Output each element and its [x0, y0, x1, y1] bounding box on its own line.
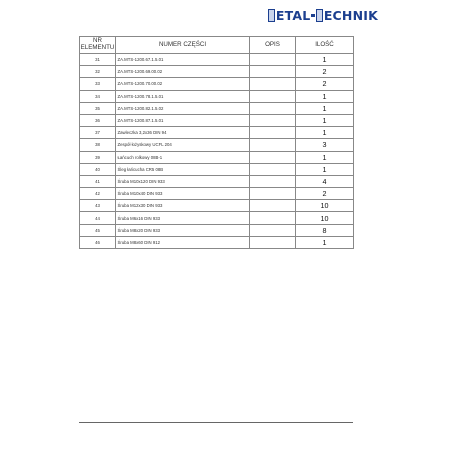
table-row	[80, 175, 354, 187]
cell-description	[250, 151, 296, 163]
cell-description	[250, 102, 296, 114]
cell-element-number: 40	[80, 163, 116, 175]
cell-element-number: 32	[80, 66, 116, 78]
table-row	[80, 90, 354, 102]
cell-description	[250, 90, 296, 102]
cell-element-number: 41	[80, 175, 116, 187]
bottom-divider	[79, 422, 353, 423]
cell-part-number: Śruba M8x20 DIN 933	[116, 224, 250, 236]
table-row	[80, 212, 354, 224]
cell-element-number: 35	[80, 102, 116, 114]
cell-description	[250, 54, 296, 66]
logo-separator-icon	[311, 14, 314, 17]
cell-quantity: 1	[296, 236, 354, 248]
cell-description	[250, 224, 296, 236]
cell-quantity: 1	[296, 114, 354, 126]
cell-part-number: Śruba M6x16 DIN 933	[116, 212, 250, 224]
cell-quantity: 8	[296, 224, 354, 236]
cell-element-number: 31	[80, 54, 116, 66]
cell-part-number: ZA.MTS-1200.70.00.02	[116, 78, 250, 90]
cell-part-number: Śruba M8x60 DIN 912	[116, 236, 250, 248]
cell-description	[250, 114, 296, 126]
table-row	[80, 102, 354, 114]
logo-text-right: ECHNIK	[323, 7, 378, 23]
cell-description	[250, 163, 296, 175]
cell-element-number: 33	[80, 78, 116, 90]
header-nr-line2: ELEMENTU	[80, 44, 115, 51]
cell-quantity: 10	[296, 212, 354, 224]
cell-quantity: 2	[296, 78, 354, 90]
cell-quantity: 1	[296, 127, 354, 139]
header-part-number: NUMER CZĘŚCI	[116, 37, 250, 54]
cell-quantity: 1	[296, 54, 354, 66]
cell-element-number: 44	[80, 212, 116, 224]
cell-quantity: 1	[296, 163, 354, 175]
cell-quantity: 2	[296, 66, 354, 78]
table-header-row	[80, 37, 354, 54]
cell-quantity: 10	[296, 200, 354, 212]
cell-description	[250, 66, 296, 78]
cell-part-number: ZA.MTS-1200.82.1.5.02	[116, 102, 250, 114]
cell-description	[250, 236, 296, 248]
parts-table	[79, 36, 354, 249]
cell-description	[250, 78, 296, 90]
cell-part-number: Śleg łańcucha CR5 08B	[116, 163, 250, 175]
cell-element-number: 42	[80, 188, 116, 200]
header-quantity: ILOŚĆ	[296, 37, 354, 54]
cell-part-number: Zawleczka 3,2x36 DIN 94	[116, 127, 250, 139]
cell-description	[250, 212, 296, 224]
table-row	[80, 224, 354, 236]
cell-element-number: 45	[80, 224, 116, 236]
header-nr-line1: NR	[93, 37, 102, 45]
table-row	[80, 114, 354, 126]
cell-description	[250, 127, 296, 139]
cell-element-number: 37	[80, 127, 116, 139]
header-element-number	[80, 37, 116, 54]
cell-part-number: Śruba M12x30 DIN 933	[116, 200, 250, 212]
table-row	[80, 66, 354, 78]
logo-t-mark-icon	[316, 9, 323, 22]
cell-description	[250, 188, 296, 200]
cell-part-number: ZA.MTS-1200.69.00.02	[116, 66, 250, 78]
cell-part-number: ZA.MTS-1200.87.1.5.01	[116, 114, 250, 126]
cell-quantity: 1	[296, 102, 354, 114]
header-description: OPIS	[250, 37, 296, 54]
table-row	[80, 163, 354, 175]
cell-part-number: Śruba M10x40 DIN 933	[116, 188, 250, 200]
cell-description	[250, 139, 296, 151]
cell-element-number: 38	[80, 139, 116, 151]
table-row	[80, 236, 354, 248]
cell-part-number: Śruba M10x120 DIN 933	[116, 175, 250, 187]
table-row	[80, 78, 354, 90]
cell-quantity: 1	[296, 151, 354, 163]
cell-part-number: ZA.MTS-1200.67.1.5.01	[116, 54, 250, 66]
cell-description	[250, 200, 296, 212]
cell-element-number: 36	[80, 114, 116, 126]
cell-quantity: 4	[296, 175, 354, 187]
cell-part-number: Zespół łożyskowy UCFL 204	[116, 139, 250, 151]
cell-element-number: 43	[80, 200, 116, 212]
cell-element-number: 46	[80, 236, 116, 248]
cell-description	[250, 175, 296, 187]
table-row	[80, 188, 354, 200]
logo-text-left: ETAL	[275, 7, 311, 23]
table-row	[80, 127, 354, 139]
cell-quantity: 2	[296, 188, 354, 200]
logo-m-mark-icon	[268, 9, 275, 22]
cell-element-number: 34	[80, 90, 116, 102]
cell-element-number: 39	[80, 151, 116, 163]
cell-quantity: 1	[296, 90, 354, 102]
table-row	[80, 200, 354, 212]
cell-quantity: 3	[296, 139, 354, 151]
table-row	[80, 151, 354, 163]
table-row	[80, 54, 354, 66]
table-row	[80, 139, 354, 151]
cell-part-number: Łańcuch rolkowy 08B-1	[116, 151, 250, 163]
cell-part-number: ZA.MTS-1200.78.1.5.01	[116, 90, 250, 102]
table-body	[80, 54, 354, 249]
metal-technik-logo	[268, 6, 378, 24]
parts-table-container	[79, 36, 353, 249]
